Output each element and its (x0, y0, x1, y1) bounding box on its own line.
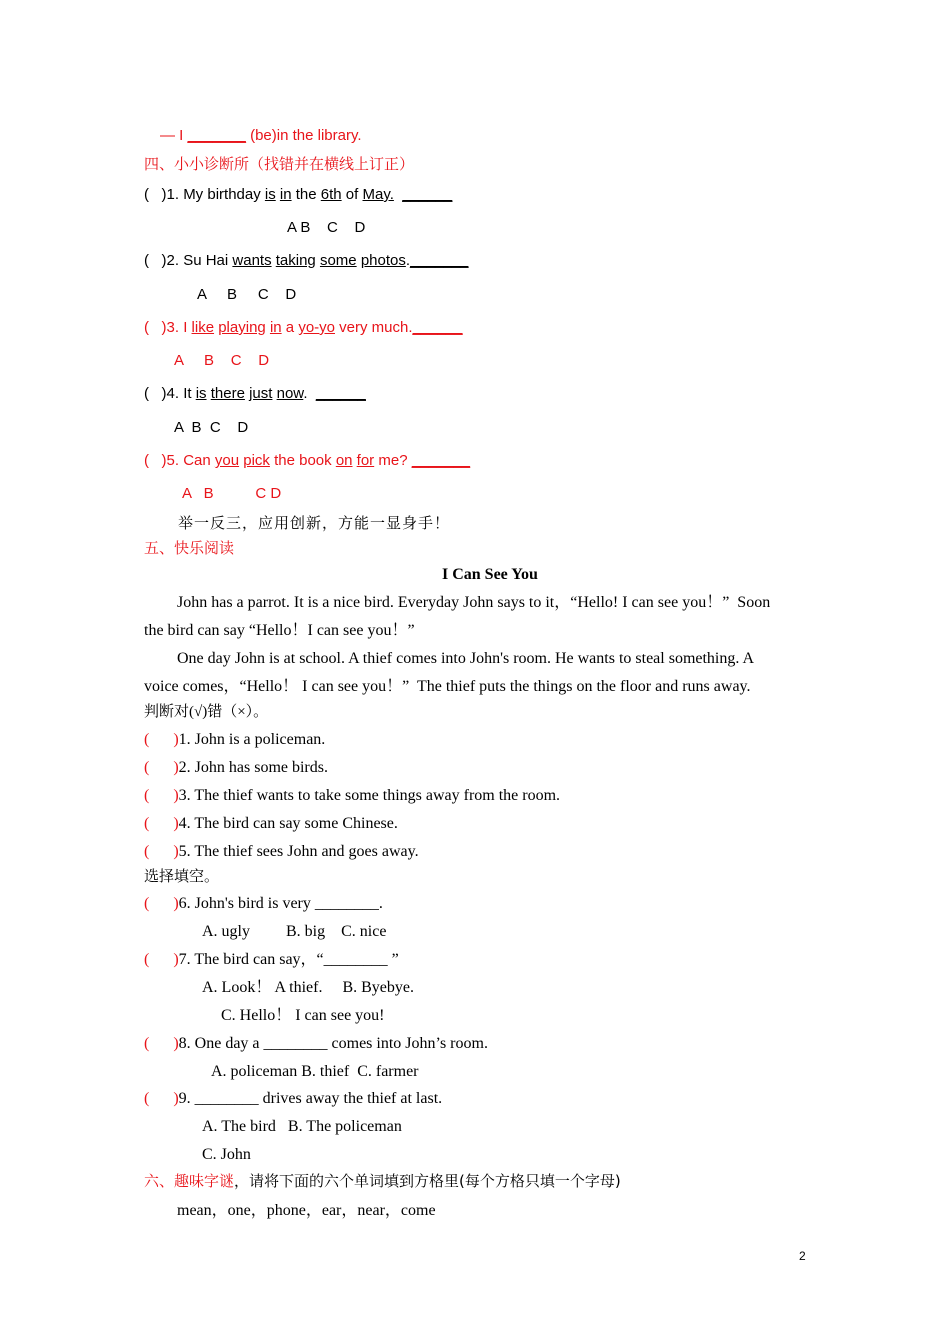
paragraph-line-3: One day John is at school. A thief comes into John's room. He wants to steal something. A (177, 650, 755, 667)
word-list: mean，one，phone，ear，near，come (177, 1202, 436, 1219)
diagnose-letters-2: A B C D (197, 286, 297, 303)
question-8-options: A. policeman B. thief C. farmer (211, 1063, 419, 1080)
diagnose-letters-1: A B C D (287, 219, 366, 236)
answer-blank[interactable]: _______ (411, 452, 471, 469)
question-9: ( )9. ________ drives away the thief at last. (144, 1090, 443, 1107)
diagnose-item-4: ( )4. It is there just now. ______ (144, 385, 366, 402)
question-9-options-1: A. The bird B. The policeman (202, 1118, 402, 1135)
question-9-options-2: C. John (202, 1146, 251, 1163)
judge-item-4: ( )4. The bird can say some Chinese. (144, 815, 398, 832)
motto: 举一反三，应用创新，方能一显身手！ (178, 514, 451, 532)
diagnose-letters-5: A B C D (182, 485, 282, 502)
section5-title: 五、快乐阅读 (144, 539, 235, 557)
story-title: I Can See You (442, 566, 538, 583)
question-6-options: A. ugly B. big C. nice (202, 923, 387, 940)
paragraph-line-2: the bird can say “Hello！I can see you！” (144, 622, 415, 639)
question-7: ( )7. The bird can say，“________ ” (144, 951, 399, 968)
section4-title: 四、小小诊断所（找错并在横线上订正） (144, 155, 415, 173)
answer-blank[interactable]: ______ (412, 319, 463, 336)
section6-title: 六、趣味字谜，请将下面的六个单词填到方格里(每个方格只填一个字母) (144, 1172, 621, 1190)
question-7-options-1: A. Look！ A thief. B. Byebye. (202, 979, 414, 996)
question-6: ( )6. John's bird is very ________. (144, 895, 383, 912)
diagnose-item-5: ( )5. Can you pick the book on for me? _______ (144, 452, 471, 469)
diagnose-item-2: ( )2. Su Hai wants taking some photos._______ (144, 252, 469, 269)
diagnose-letters-4: A B C D (174, 419, 249, 436)
diagnose-item-3: ( )3. I like playing in a yo-yo very much.______ (144, 319, 463, 336)
page-number: 2 (799, 1249, 806, 1263)
question-8: ( )8. One day a ________ comes into John’s room. (144, 1035, 488, 1052)
paragraph-line-1: John has a parrot. It is a nice bird. Everyday John says to it，“Hello! I can see you！” Soon (177, 594, 771, 611)
judge-item-1: ( )1. John is a policeman. (144, 731, 326, 748)
answer-blank[interactable]: ______ (402, 186, 453, 203)
judge-item-2: ( )2. John has some birds. (144, 759, 328, 776)
question-7-options-2: C. Hello！ I can see you! (221, 1007, 385, 1024)
judge-item-5: ( )5. The thief sees John and goes away. (144, 843, 419, 860)
answer-blank[interactable]: _______ (410, 252, 469, 269)
judge-item-3: ( )3. The thief wants to take some things away from the room. (144, 787, 561, 804)
fill-blank-line: — I _______ (be)in the library. (160, 127, 362, 144)
diagnose-item-1: ( )1. My birthday is in the 6th of May. ______ (144, 186, 453, 203)
paragraph-line-4: voice comes，“Hello！ I can see you！” The thief puts the things on the floor and runs away. (144, 678, 751, 695)
choice-title: 选择填空。 (144, 869, 220, 885)
judge-title: 判断对(√)错（×）。 (144, 704, 269, 720)
answer-blank[interactable]: ______ (315, 385, 366, 402)
diagnose-letters-3: A B C D (174, 352, 270, 369)
